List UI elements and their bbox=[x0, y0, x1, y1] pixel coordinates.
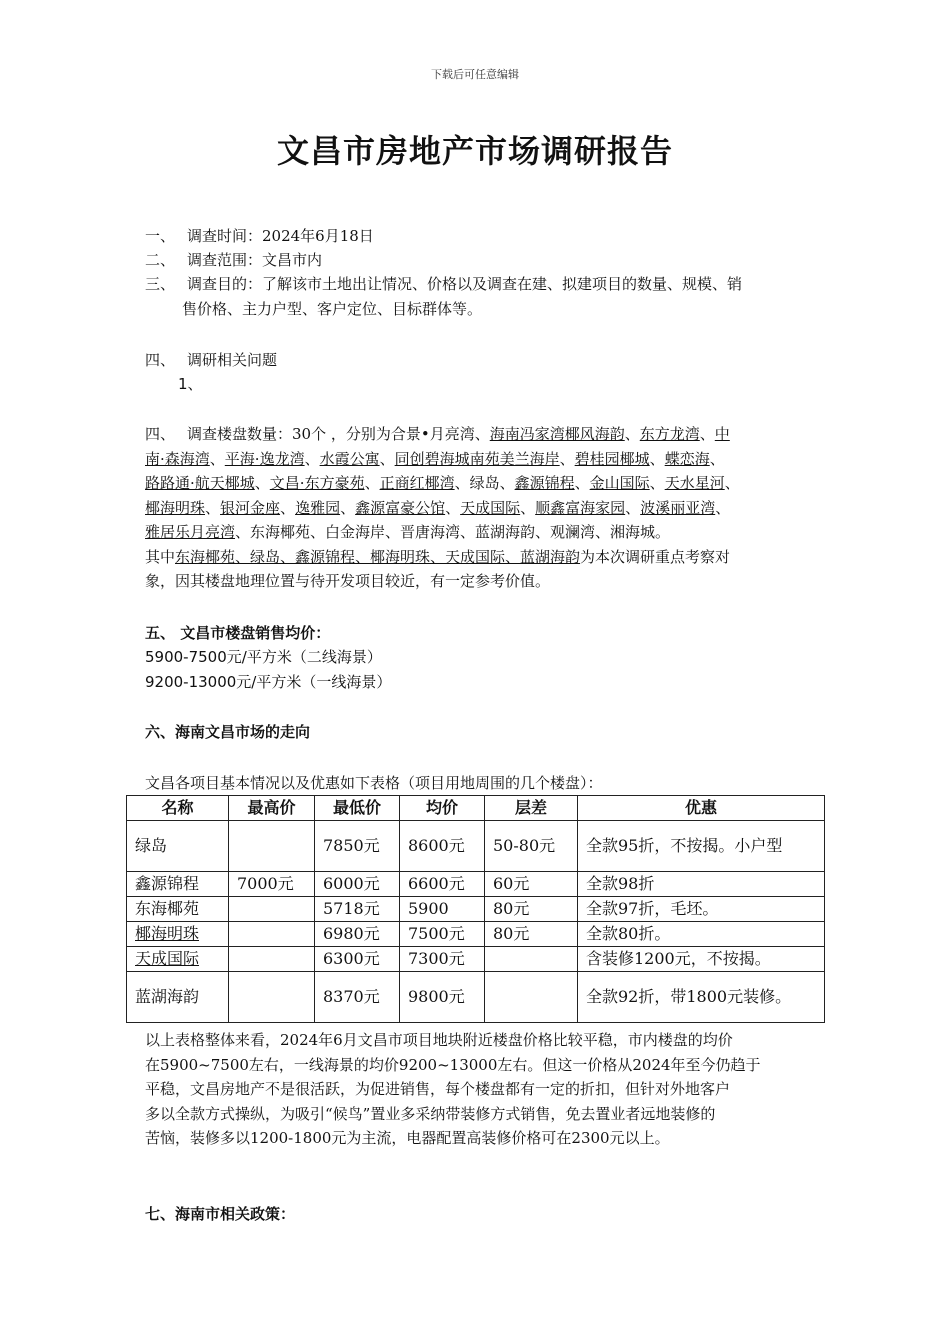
list-separator: 、 bbox=[574, 474, 590, 492]
section-text: 调研相关问题 bbox=[187, 351, 278, 369]
cell-min-price: 6980元 bbox=[315, 922, 400, 947]
list-separator: 、 bbox=[709, 450, 725, 468]
cell-name: 椰海明珠 bbox=[127, 922, 229, 947]
cell-avg-price: 7300元 bbox=[400, 947, 485, 972]
property-name: 东海椰苑、绿岛、鑫源锦程、椰海明珠、天成国际、蓝湖海韵 bbox=[175, 548, 581, 566]
cell-max-price bbox=[229, 947, 315, 972]
property-line bbox=[145, 569, 550, 593]
cell-max-price bbox=[229, 821, 315, 872]
column-header: 最高价 bbox=[229, 796, 315, 821]
column-header: 最低价 bbox=[315, 796, 400, 821]
list-separator: 、东海椰苑、白金海岸、晋唐海湾、蓝湖海韵、观澜湾、湘海城。 bbox=[235, 523, 671, 541]
list-separator: 、 bbox=[254, 474, 270, 492]
section-4-subitem: 1、 bbox=[178, 375, 203, 393]
section-2 bbox=[145, 248, 322, 272]
section-number: 四、 bbox=[145, 425, 176, 443]
property-line bbox=[145, 520, 670, 544]
list-separator: 、 bbox=[559, 450, 575, 468]
section-5-heading: 五、 文昌市楼盘销售均价： bbox=[145, 624, 331, 642]
property-table bbox=[126, 795, 825, 1023]
section-4b bbox=[145, 422, 730, 446]
section-text: 调查范围：文昌市内 bbox=[187, 251, 323, 269]
column-header: 层差 bbox=[485, 796, 578, 821]
list-separator: 、 bbox=[364, 474, 380, 492]
table-row bbox=[127, 872, 825, 897]
list-separator: 、 bbox=[445, 499, 461, 517]
section-3-continued: 售价格、主力户型、客户定位、目标群体等。 bbox=[182, 300, 483, 318]
property-line bbox=[145, 496, 730, 520]
section-6-heading: 六、海南文昌市场的走向 bbox=[145, 723, 311, 741]
price-range-first-line: 9200-13000元/平方米（一线海景） bbox=[145, 673, 392, 691]
section-number: 二、 bbox=[145, 251, 176, 269]
property-name: 金山国际 bbox=[589, 474, 650, 492]
cell-avg-price: 7500元 bbox=[400, 922, 485, 947]
table-row bbox=[127, 922, 825, 947]
cell-max-price bbox=[229, 922, 315, 947]
cell-avg-price: 9800元 bbox=[400, 972, 485, 1023]
cell-floor-diff bbox=[485, 972, 578, 1023]
summary-line: 多以全款方式操纵，为吸引“候鸟”置业多采纳带装修方式销售，免去置业者远地装修的 bbox=[145, 1104, 716, 1123]
section-number: 四、 bbox=[145, 351, 176, 369]
table-row bbox=[127, 947, 825, 972]
property-name: 雅居乐月亮湾 bbox=[145, 523, 236, 541]
list-separator: 、 bbox=[205, 499, 221, 517]
cell-name: 天成国际 bbox=[127, 947, 229, 972]
cell-min-price: 6000元 bbox=[315, 872, 400, 897]
property-name: 逸雅园 bbox=[295, 499, 341, 517]
cell-offer: 全款92折，带1800元装修。 bbox=[578, 972, 825, 1023]
table-header-row bbox=[127, 796, 825, 821]
property-name: 鑫源锦程 bbox=[514, 474, 575, 492]
summary-line: 在5900~7500左右，一线海景的均价9200~13000左右。但这一价格从2024年至今仍趋于 bbox=[145, 1055, 761, 1074]
page-title: 文昌市房地产市场调研报告 bbox=[276, 132, 673, 170]
table-caption: 文昌各项目基本情况以及优惠如下表格（项目用地周围的几个楼盘）： bbox=[145, 774, 603, 792]
property-name: 天水星河 bbox=[664, 474, 725, 492]
list-separator: 、 bbox=[715, 499, 731, 517]
property-name: 蝶恋海 bbox=[664, 450, 710, 468]
section-3 bbox=[145, 272, 742, 296]
cell-max-price: 7000元 bbox=[229, 872, 315, 897]
list-separator: 、 bbox=[304, 450, 320, 468]
cell-min-price: 7850元 bbox=[315, 821, 400, 872]
cell-floor-diff: 80元 bbox=[485, 922, 578, 947]
cell-floor-diff: 80元 bbox=[485, 897, 578, 922]
list-separator: 、 bbox=[624, 425, 640, 443]
cell-name: 东海椰苑 bbox=[127, 897, 229, 922]
section-text: 调查目的：了解该市土地出让情况、价格以及调查在建、拟建项目的数量、规模、销 bbox=[187, 275, 743, 293]
list-separator: 其中 bbox=[145, 548, 176, 566]
section-4 bbox=[145, 348, 277, 372]
cell-offer: 全款80折。 bbox=[578, 922, 825, 947]
property-name: 正商红椰湾 bbox=[379, 474, 455, 492]
property-name: 文昌·东方豪苑 bbox=[269, 474, 365, 492]
property-name: 椰海明珠 bbox=[145, 499, 206, 517]
cell-offer: 全款97折，毛坯。 bbox=[578, 897, 825, 922]
cell-offer: 全款95折，不按揭。小户型 bbox=[578, 821, 825, 872]
cell-name: 鑫源锦程 bbox=[127, 872, 229, 897]
list-separator: 、 bbox=[379, 450, 395, 468]
property-name: 银河金座 bbox=[220, 499, 281, 517]
section-text: 调查楼盘数量：30个 ，分别为合景•月亮湾、 bbox=[187, 425, 490, 443]
list-separator: 、 bbox=[649, 474, 665, 492]
cell-floor-diff: 50-80元 bbox=[485, 821, 578, 872]
property-name: 顺鑫富海家园 bbox=[535, 499, 626, 517]
list-separator: 、 bbox=[280, 499, 296, 517]
property-line bbox=[145, 471, 740, 495]
section-1 bbox=[145, 224, 374, 248]
list-separator: 、 bbox=[340, 499, 356, 517]
summary-line: 平稳，文昌房地产不是很活跃，为促进销售，每个楼盘都有一定的折扣，但针对外地客户 bbox=[145, 1080, 731, 1098]
header-note: 下载后可任意编辑 bbox=[431, 68, 519, 81]
property-name: 碧桂园椰城 bbox=[574, 450, 650, 468]
list-separator: 、 bbox=[649, 450, 665, 468]
cell-floor-diff: 60元 bbox=[485, 872, 578, 897]
cell-max-price bbox=[229, 897, 315, 922]
column-header: 名称 bbox=[127, 796, 229, 821]
cell-name: 绿岛 bbox=[127, 821, 229, 872]
property-line bbox=[145, 447, 725, 471]
property-line bbox=[490, 425, 730, 443]
list-separator: 、 bbox=[724, 474, 740, 492]
list-separator: 、 bbox=[625, 499, 641, 517]
cell-floor-diff bbox=[485, 947, 578, 972]
property-name: 东方龙湾 bbox=[639, 425, 700, 443]
property-name: 路路通·航天椰城 bbox=[145, 474, 255, 492]
property-name: 波溪丽亚湾 bbox=[640, 499, 716, 517]
section-text: 调查时间：2024年6月18日 bbox=[187, 227, 374, 245]
property-name: 平海·逸龙湾 bbox=[224, 450, 305, 468]
cell-min-price: 6300元 bbox=[315, 947, 400, 972]
section-number: 一、 bbox=[145, 227, 176, 245]
property-name: 中 bbox=[714, 425, 730, 443]
property-name: 鑫源富豪公馆 bbox=[355, 499, 446, 517]
cell-avg-price: 6600元 bbox=[400, 872, 485, 897]
property-line bbox=[145, 545, 730, 569]
list-separator: 、 bbox=[699, 425, 715, 443]
list-separator: 为本次调研重点考察对 bbox=[580, 548, 731, 566]
property-name: 南·森海湾 bbox=[145, 450, 210, 468]
column-header: 优惠 bbox=[578, 796, 825, 821]
cell-avg-price: 5900 bbox=[400, 897, 485, 922]
summary-line: 苦恼，装修多以1200-1800元为主流，电器配置高装修价格可在2300元以上。 bbox=[145, 1129, 670, 1147]
summary-line: 以上表格整体来看，2024年6月文昌市项目地块附近楼盘价格比较平稳，市内楼盘的均价 bbox=[145, 1031, 733, 1049]
cell-offer: 全款98折 bbox=[578, 872, 825, 897]
cell-name: 蓝湖海韵 bbox=[127, 972, 229, 1023]
property-name: 天成国际 bbox=[460, 499, 521, 517]
section-7-heading: 七、海南市相关政策： bbox=[145, 1205, 296, 1223]
column-header: 均价 bbox=[400, 796, 485, 821]
list-separator: 、绿岛、 bbox=[454, 474, 515, 492]
cell-avg-price: 8600元 bbox=[400, 821, 485, 872]
cell-max-price bbox=[229, 972, 315, 1023]
property-name: 同创碧海城南苑美兰海岸 bbox=[394, 450, 560, 468]
property-name: 海南冯家湾椰风海韵 bbox=[489, 425, 625, 443]
list-separator: 、 bbox=[209, 450, 225, 468]
summary-paragraph bbox=[145, 1028, 815, 1151]
property-name: 水霞公寓 bbox=[319, 450, 380, 468]
price-range-second-line: 5900-7500元/平方米（二线海景） bbox=[145, 648, 382, 666]
cell-min-price: 5718元 bbox=[315, 897, 400, 922]
table-row bbox=[127, 821, 825, 872]
table-row bbox=[127, 897, 825, 922]
cell-min-price: 8370元 bbox=[315, 972, 400, 1023]
table-row bbox=[127, 972, 825, 1023]
list-separator: 象，因其楼盘地理位置与待开发项目较近，有一定参考价值。 bbox=[145, 572, 551, 590]
list-separator: 、 bbox=[520, 499, 536, 517]
section-number: 三、 bbox=[145, 275, 176, 293]
cell-offer: 含装修1200元，不按揭。 bbox=[578, 947, 825, 972]
